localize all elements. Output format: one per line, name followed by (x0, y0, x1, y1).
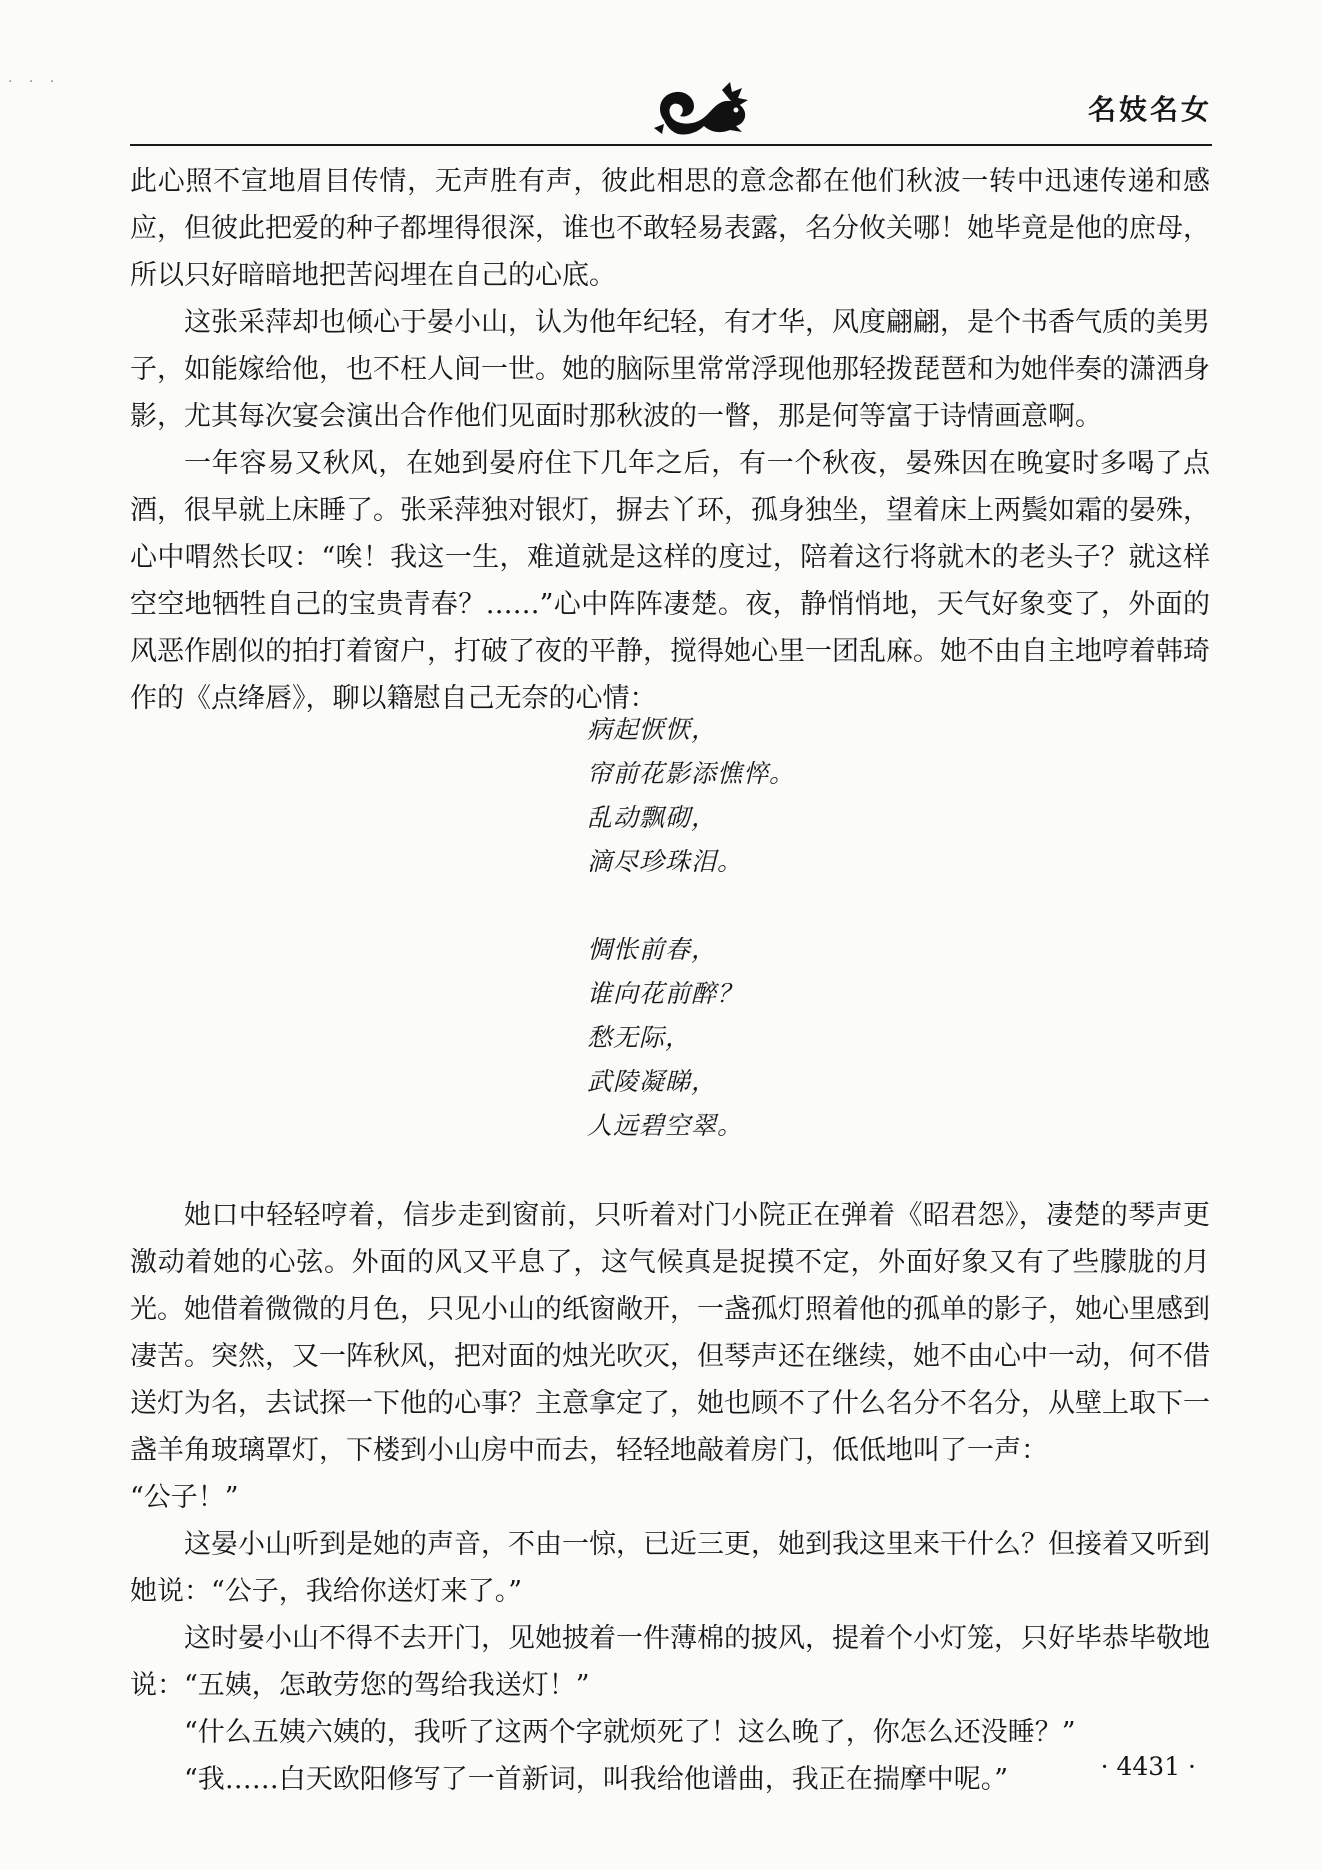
poem-line: 滴尽珍珠泪。 (587, 847, 744, 876)
poem-line: 谁向花前醉？ (587, 979, 744, 1008)
body-text-top (130, 158, 1210, 722)
header-rule (130, 144, 1212, 146)
poem-line: 乱动飘砌， (587, 803, 718, 832)
poem-line: 病起恹恹， (587, 715, 718, 744)
paragraph: “什么五姨六姨的，我听了这两个字就烦死了！这么晚了，你怎么还没睡？” (184, 1717, 1076, 1748)
dragon-icon (650, 80, 760, 142)
paragraph: 此心照不宣地眉目传情，无声胜有声，彼此相思的意念都在他们秋波一转中迅速传递和感应，但彼此把爱的种子都埋得很深，谁也不敢轻易表露，名分攸关哪！她毕竟是他的庶母，所以只好暗暗地把苦闷埋在自己的心底。 (130, 166, 1210, 291)
paragraph: 她口中轻轻哼着，信步走到窗前，只听着对门小院正在弹着《昭君怨》，凄楚的琴声更激动着她的心弦。外面的风又平息了，这气候真是捉摸不定，外面好象又有了些朦胧的月光。她借着微微的月色，只见小山的纸窗敞开，一盏孤灯照着他的孤单的影子，她心里感到凄苦。突然，又一阵秋风，把对面的烛光吹灭，但琴声还在继续，她不由心中一动，何不借送灯为名，去试探一下他的心事？主意拿定了，她也顾不了什么名分不名分，从壁上取下一盏羊角玻璃罩灯，下楼到小山房中而去，轻轻地敲着房门，低低地叫了一声： (130, 1200, 1210, 1466)
poem-line: 人远碧空翠。 (587, 1111, 744, 1140)
paragraph: “公子！” (130, 1482, 239, 1513)
poem-dian-jiang-chun (587, 708, 795, 1148)
poem-line: 帘前花影添憔悴。 (587, 759, 796, 788)
body-text-bottom (130, 1192, 1210, 1803)
page-number: · 4431 · (1100, 1752, 1196, 1781)
paragraph: 这晏小山听到是她的声音，不由一惊，已近三更，她到我这里来干什么？但接着又听到她说：“公子，我给你送灯来了。” (130, 1529, 1210, 1607)
paragraph: 这张采萍却也倾心于晏小山，认为他年纪轻，有才华，风度翩翩，是个书香气质的美男子，如能嫁给他，也不枉人间一世。她的脑际里常常浮现他那轻拨琵琶和为她伴奏的潇洒身影，尤其每次宴会演出合作他们见面时那秋波的一瞥，那是何等富于诗情画意啊。 (130, 307, 1210, 432)
poem-line: 惆怅前春， (587, 935, 718, 964)
paragraph: 一年容易又秋风，在她到晏府住下几年之后，有一个秋夜，晏殊因在晚宴时多喝了点酒，很早就上床睡了。张采萍独对银灯，摒去丫环，孤身独坐，望着床上两鬓如霜的晏殊，心中喟然长叹：“唉！我这一生，难道就是这样的度过，陪着这行将就木的老头子？就这样空空地牺牲自己的宝贵青春？……”心中阵阵凄楚。夜，静悄悄地，天气好象变了，外面的风恶作剧似的拍打着窗户，打破了夜的平静，搅得她心里一团乱麻。她不由自主地哼着韩琦作的《点绛唇》，聊以籍慰自己无奈的心情： (130, 448, 1210, 714)
poem-line: 愁无际， (587, 1023, 692, 1052)
paragraph: “我……白天欧阳修写了一首新词，叫我给他谱曲，我正在揣摩中呢。” (184, 1764, 1009, 1795)
stanza-break (587, 884, 795, 928)
scan-speck-marks: · · · (8, 74, 61, 90)
running-head-title: 名妓名女 (1087, 93, 1212, 126)
poem-line: 武陵凝睇， (587, 1067, 718, 1096)
paragraph: 这时晏小山不得不去开门，见她披着一件薄棉的披风，提着个小灯笼，只好毕恭毕敬地说：“五姨，怎敢劳您的驾给我送灯！” (130, 1623, 1210, 1701)
